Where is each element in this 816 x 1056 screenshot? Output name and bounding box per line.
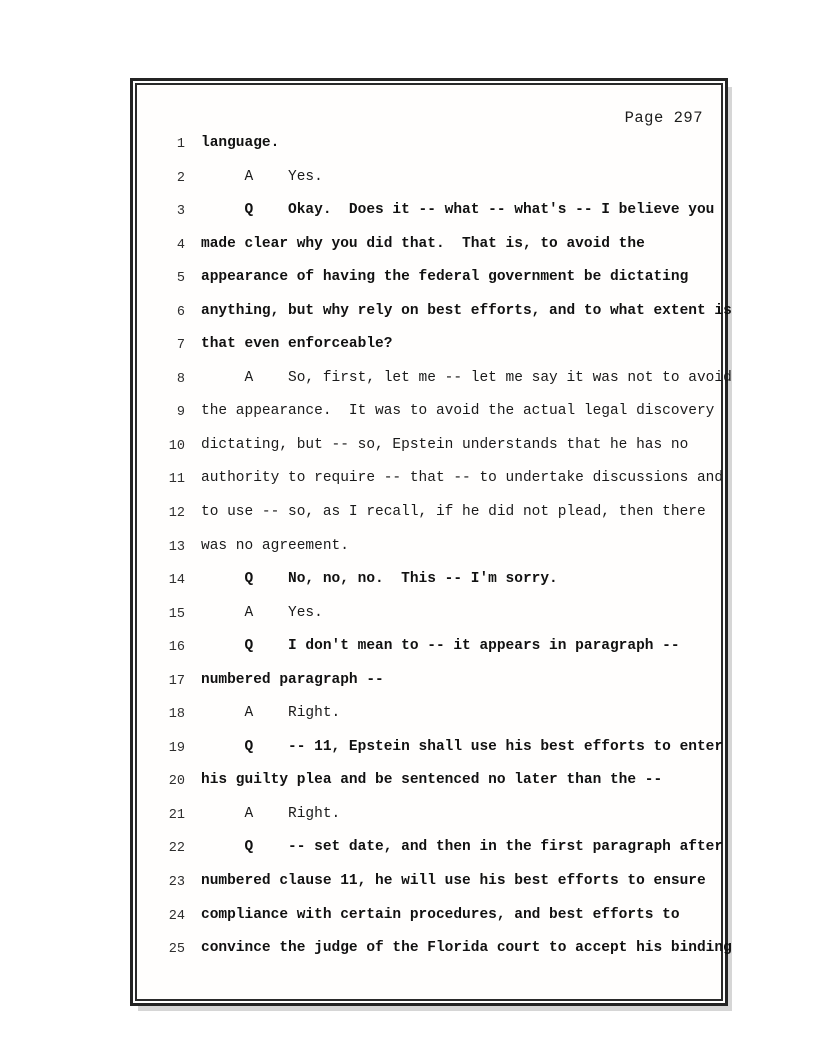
line-text: was no agreement. <box>201 537 349 554</box>
line-number: 24 <box>168 908 185 924</box>
line-text: Q I don't mean to -- it appears in paragraph -- <box>201 638 680 655</box>
transcript-line <box>149 604 707 638</box>
line-text: anything, but why rely on best efforts, and to what extent is <box>201 302 732 319</box>
line-text: language. <box>201 135 280 151</box>
transcript-line <box>149 469 724 503</box>
line-text: Q -- 11, Epstein shall use his best efforts to enter <box>201 738 724 755</box>
line-number: 6 <box>176 304 185 320</box>
line-text: to use -- so, as I recall, if he did not plead, then there <box>201 504 706 521</box>
transcript-line <box>149 805 707 839</box>
transcript-line <box>149 134 707 168</box>
line-text: the appearance. It was to avoid the actual legal discovery <box>201 403 715 420</box>
transcript-line <box>149 704 707 738</box>
line-number: 7 <box>176 338 185 354</box>
line-number: 12 <box>168 506 185 522</box>
line-text: authority to require -- that -- to undertake discussions and <box>201 470 724 487</box>
line-number: 1 <box>176 137 185 152</box>
line-number: 13 <box>168 539 185 555</box>
line-number: 10 <box>168 438 185 454</box>
line-number: 16 <box>168 640 185 656</box>
transcript-line <box>149 939 732 973</box>
transcript-sheet <box>135 83 732 1001</box>
line-text: convince the judge of the Florida court to accept his binding <box>201 940 732 957</box>
transcript-line <box>149 335 707 369</box>
line-number: 19 <box>168 740 185 756</box>
page-number-header: Page 297 <box>624 109 703 127</box>
line-text: compliance with certain procedures, and best efforts to <box>201 906 680 923</box>
transcript-line <box>149 771 707 805</box>
transcript-line <box>149 369 732 403</box>
transcript-line <box>149 168 707 202</box>
line-text: made clear why you did that. That is, to avoid the <box>201 235 645 252</box>
line-number: 18 <box>168 707 185 723</box>
line-text: that even enforceable? <box>201 336 393 353</box>
line-number: 3 <box>176 204 185 220</box>
transcript-body <box>149 134 732 973</box>
line-text: A So, first, let me -- let me say it was not to avoid <box>201 369 732 386</box>
line-number: 25 <box>168 942 185 958</box>
transcript-line <box>149 570 707 604</box>
line-text: A Yes. <box>201 168 323 185</box>
transcript-line <box>149 671 707 705</box>
transcript-line <box>149 201 715 235</box>
line-text: dictating, but -- so, Epstein understands that he has no <box>201 436 689 453</box>
transcript-line <box>149 537 707 571</box>
line-number: 2 <box>176 170 185 186</box>
line-number: 8 <box>176 371 185 387</box>
transcript-line <box>149 906 707 940</box>
transcript-line <box>149 235 707 269</box>
line-number: 22 <box>168 841 185 857</box>
line-number: 21 <box>168 807 185 823</box>
line-text: Q No, no, no. This -- I'm sorry. <box>201 571 558 588</box>
transcript-line <box>149 872 707 906</box>
line-number: 17 <box>168 673 185 689</box>
line-number: 4 <box>176 237 185 253</box>
line-text: appearance of having the federal government be dictating <box>201 269 689 286</box>
line-number: 11 <box>168 472 185 488</box>
transcript-line <box>149 738 724 772</box>
transcript-line <box>149 838 724 872</box>
line-number: 9 <box>176 405 185 421</box>
transcript-sheet-frame <box>130 78 732 1006</box>
line-text: numbered clause 11, he will use his best efforts to ensure <box>201 873 706 890</box>
transcript-line <box>149 268 707 302</box>
line-number: 23 <box>168 875 185 891</box>
line-text: Q Okay. Does it -- what -- what's -- I believe you <box>201 202 715 219</box>
line-text: Q -- set date, and then in the first paragraph after <box>201 839 724 856</box>
transcript-line <box>149 302 732 336</box>
line-text: A Right. <box>201 705 341 722</box>
line-number: 20 <box>168 774 185 790</box>
line-text: numbered paragraph -- <box>201 671 384 688</box>
transcript-line <box>149 503 707 537</box>
line-number: 14 <box>168 573 185 589</box>
line-text: his guilty plea and be sentenced no later than the -- <box>201 772 663 789</box>
line-number: 5 <box>176 271 185 287</box>
line-number: 15 <box>168 606 185 622</box>
transcript-line <box>149 436 707 470</box>
transcript-line <box>149 402 715 436</box>
line-text: A Right. <box>201 805 341 822</box>
transcript-line <box>149 637 707 671</box>
line-text: A Yes. <box>201 604 323 621</box>
